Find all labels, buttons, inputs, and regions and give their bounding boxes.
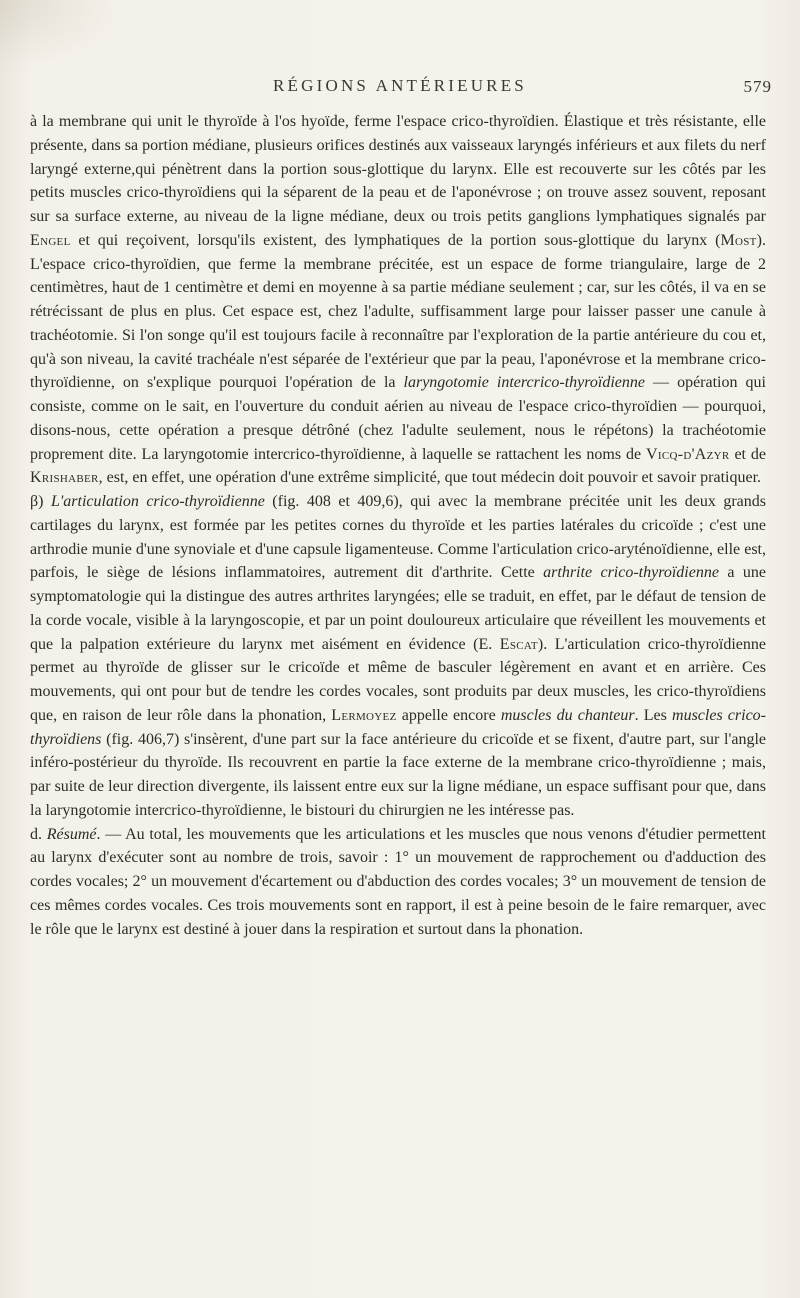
text-run: ). L'articulation crico-thyroïdienne permet au thyroïde de glisser sur le cricoïde et même de basculer légèrement en avant et en arrière. Ces mouvements, qui ont pour but de tendre les cordes vocales, sont produits par deux muscles, les crico-thyroïdiens que, en raison de leur rôle dans la phonation,: [30, 635, 766, 724]
italic-term: Résumé: [46, 825, 97, 843]
italic-term: arthrite crico-thyroïdienne: [543, 564, 719, 582]
text-run: , est, en effet, une opération d'une extrême simplicité, que tout médecin doit pouvoir et savoir pratiquer.: [98, 469, 762, 487]
text-run: (fig. 406,7) s'insèrent, d'une part sur la face antérieure du cricoïde et se fixent, d'autre part, sur l'angle inféro-postérieur du thyroïde. Ils recouvrent en partie la face externe de la membrane crico-thyroïdienne ; mais, par suite de leur direction divergente, ils laissent entre eux sur la ligne médiane, un espace suffisant pour que, dans la laryngotomie intercrico-thyroïdienne, le bistouri du chirurgien ne les intéresse pas.: [30, 730, 766, 819]
text-run: et de: [729, 445, 766, 463]
author-name: Most: [720, 231, 757, 249]
text-run: (fig. 408 et 409,6), qui avec la membrane précitée unit les deux grands cartilages du larynx, est formée par les petites cornes du thyroïde et les parties latérales du cricoïde ; c'est une arthrodie munie d'une synoviale et d'une capsule ligamenteuse. Comme l'articulation crico-aryténoïdienne, elle est, parfois, le siège de lésions inflammatoires, autrement dit d'arthrite. Cette: [30, 493, 767, 582]
text-run: a une symptomatologie qui la distingue des autres arthrites laryngées; elle se traduit, en effet, par le défaut de tension de la corde vocale, visible à la laryngoscopie, et par un point douloureux articulaire que réveillent les mouvements et que la palpation extérieure du larynx met aisément en évidence (E.: [30, 564, 766, 653]
paragraph-resume: [30, 823, 766, 942]
author-name: Engel: [30, 231, 71, 249]
italic-term: muscles crico-thyroïdiens: [30, 706, 767, 748]
text-run: β): [30, 493, 51, 510]
text-run: d.: [30, 825, 47, 843]
paragraph-articulation: [30, 490, 766, 823]
text-run: et qui reçoivent, lorsqu'ils existent, des lymphatiques de la portion sous-glottique du larynx (: [70, 231, 721, 249]
author-name: Krishaber: [30, 469, 99, 487]
text-run: ). L'espace crico-thyroïdien, que ferme la membrane précitée, est un espace de forme triangulaire, large de 2 centimètres, haut de 1 centimètre et demi en moyenne à sa partie médiane seulement ; car, sur les côtés, il va en se rétrécissant de plus en plus. Cet espace est, chez l'adulte, suffisamment large pour laisser passer une canule à trachéotomie. Si l'on songe qu'il est toujours facile à reconnaître par l'exploration de la partie antérieure du cou et, qu'à son niveau, la cavité trachéale n'est séparée de l'extérieur que par la peau, l'aponévrose et la membrane crico-thyroïdienne, on s'explique pourquoi l'opération de la: [30, 231, 766, 392]
italic-term: muscles du chanteur: [500, 706, 635, 724]
running-head: [0, 76, 800, 100]
italic-term: laryngotomie intercrico-thyroïdienne: [403, 374, 645, 392]
text-run: . — Au total, les mouvements que les articulations et les muscles que nous venons d'étudier permettent au larynx d'exécuter sont au nombre de trois, savoir : 1° un mouvement de rapprochement ou d'adduction des cordes vocales; 2° un mouvement d'écartement ou d'abduction des cordes vocales; 3° un mouvement de tension de ces mêmes cordes vocales. Ces trois mouvements sont en rapport, il est à peine besoin de le faire remarquer, avec le rôle que le larynx est destiné à jouer dans la respiration et surtout dans la phonation.: [30, 825, 766, 938]
body-text: [30, 110, 766, 941]
page-number: 579: [743, 77, 772, 96]
running-title: RÉGIONS ANTÉRIEURES: [273, 76, 527, 95]
author-name: Escat: [499, 635, 538, 653]
text-run: — opération qui consiste, comme on le sait, en l'ouverture du conduit aérien au niveau de l'espace crico-thyroïdien — pourquoi, disons-nous, cette opération a presque détrôné (chez l'adulte seulement, nous le répétons) la trachéotomie proprement dite. La laryngotomie intercrico-thyroïdienne, à laquelle se rattachent les noms de: [30, 374, 766, 463]
text-run: à la membrane qui unit le thyroïde à l'os hyoïde, ferme l'espace crico-thyroïdien. Élastique et très résistante, elle présente, dans sa portion médiane, plusieurs orifices destinés aux vaisseaux laryngés inférieurs et aux filets du nerf laryngé externe,qui pénètrent dans la portion sous-glottique du larynx. Elle est recouverte sur les côtés par les petits muscles crico-thyroïdiens qui la séparent de la peau et de l'aponévrose ; on trouve assez souvent, reposant sur sa surface externe, au niveau de la ligne médiane, deux ou trois petits ganglions lymphatiques signalés par: [30, 113, 766, 225]
author-name: Lermoyez: [331, 706, 397, 724]
text-run: . Les: [634, 706, 673, 724]
italic-term: L'articulation crico-thyroïdienne: [50, 493, 265, 510]
author-name: Vicq-d'Azyr: [646, 445, 730, 463]
text-run: appelle encore: [396, 706, 501, 724]
paragraph-membrane: [30, 110, 766, 490]
